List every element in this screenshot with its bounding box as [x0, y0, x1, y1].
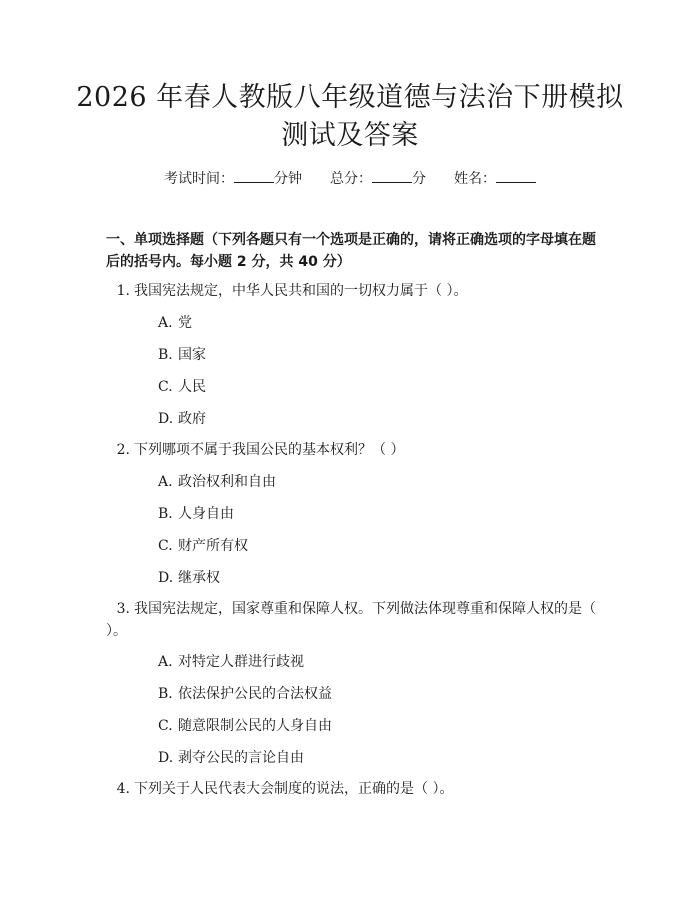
- option-text: 国家: [178, 347, 206, 363]
- option-1d: [158, 409, 206, 429]
- question-text: 我国宪法规定，国家尊重和保障人权。下列做法体现尊重和保障人权的是（ ）。: [106, 601, 596, 639]
- exam-time-label: 考试时间：: [164, 171, 234, 187]
- option-letter: C.: [158, 379, 173, 395]
- option-1b: [158, 345, 206, 365]
- question-3: [106, 598, 602, 642]
- option-letter: C.: [158, 718, 173, 734]
- option-text: 财产所有权: [178, 538, 248, 554]
- option-letter: A.: [158, 315, 173, 331]
- name-field: [454, 168, 536, 189]
- exam-time-unit: 分钟: [274, 171, 302, 187]
- exam-time-field: [164, 168, 302, 189]
- question-4: [106, 778, 602, 800]
- option-3a: [158, 652, 304, 672]
- question-2: [106, 439, 602, 461]
- option-letter: D.: [158, 570, 174, 586]
- option-2b: [158, 504, 234, 524]
- exam-meta-row: [0, 168, 700, 189]
- question-number: 2.: [116, 442, 130, 458]
- option-text: 继承权: [178, 570, 220, 586]
- option-3c: [158, 716, 332, 736]
- option-text: 党: [178, 315, 192, 331]
- question-number: 4.: [116, 781, 130, 797]
- name-blank: [496, 168, 536, 183]
- option-text: 政府: [178, 411, 206, 427]
- exam-time-blank: [234, 168, 274, 183]
- total-score-unit: 分: [412, 171, 426, 187]
- option-text: 人民: [178, 379, 206, 395]
- exam-title-line2: 测试及答案: [281, 120, 419, 151]
- option-1c: [158, 377, 206, 397]
- option-letter: D.: [158, 411, 174, 427]
- option-letter: B.: [158, 686, 173, 702]
- option-letter: A.: [158, 654, 173, 670]
- total-score-label: 总分：: [330, 171, 372, 187]
- option-3d: [158, 748, 304, 768]
- question-text: 下列哪项不属于我国公民的基本权利？（ ）: [134, 442, 405, 458]
- option-2a: [158, 472, 276, 492]
- option-text: 人身自由: [178, 506, 234, 522]
- option-text: 政治权利和自由: [178, 474, 276, 490]
- option-text: 剥夺公民的言论自由: [178, 750, 304, 766]
- total-score-field: [330, 168, 426, 189]
- option-letter: C.: [158, 538, 173, 554]
- option-text: 随意限制公民的人身自由: [178, 718, 332, 734]
- option-2c: [158, 536, 248, 556]
- option-text: 对特定人群进行歧视: [178, 654, 304, 670]
- name-label: 姓名：: [454, 171, 496, 187]
- option-3b: [158, 684, 332, 704]
- question-number: 1.: [116, 283, 130, 299]
- exam-title-line1: 2026 年春人教版八年级道德与法治下册模拟: [76, 82, 624, 113]
- question-1: [106, 280, 602, 302]
- option-letter: B.: [158, 506, 173, 522]
- question-text: 我国宪法规定，中华人民共和国的一切权力属于（ ）。: [134, 283, 468, 299]
- option-letter: A.: [158, 474, 173, 490]
- section-heading-single-choice: 一、单项选择题（下列各题只有一个选项是正确的，请将正确选项的字母填在题后的括号内。每小题 2 分，共 40 分）: [106, 232, 596, 270]
- total-score-blank: [372, 168, 412, 183]
- option-1a: [158, 313, 192, 333]
- option-2d: [158, 568, 220, 588]
- question-text: 下列关于人民代表大会制度的说法，正确的是（ ）。: [134, 781, 454, 797]
- option-letter: B.: [158, 347, 173, 363]
- option-letter: D.: [158, 750, 174, 766]
- question-number: 3.: [116, 601, 130, 617]
- option-text: 依法保护公民的合法权益: [178, 686, 332, 702]
